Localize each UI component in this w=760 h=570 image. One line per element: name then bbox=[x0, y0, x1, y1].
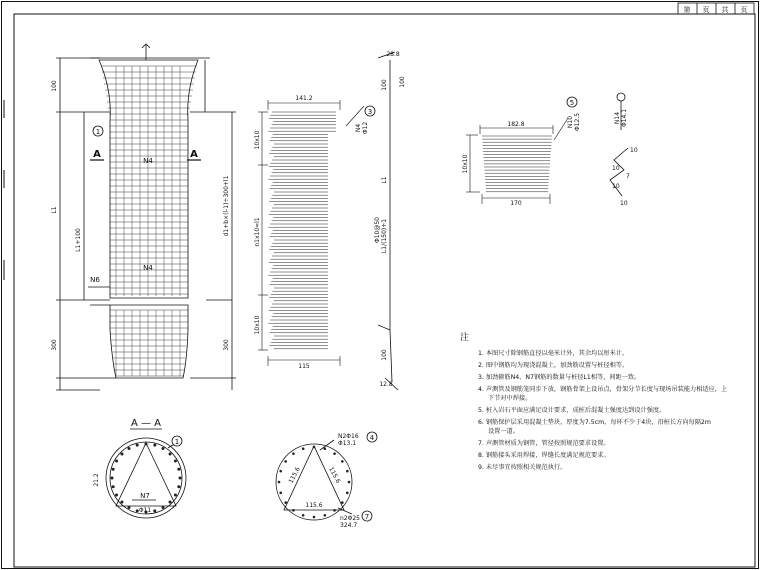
elev-section-mark-left: A bbox=[93, 149, 101, 160]
note-line: 3. 加劲箍筋N4、N7钢筋的数量与桩径L1相等，间距一致。 bbox=[478, 374, 641, 381]
note-line: 1. 本图尺寸除钢筋直径以毫米计外，其余均以厘米计。 bbox=[478, 350, 629, 357]
hoop-bar-dot bbox=[278, 481, 281, 484]
hoop-bar-dot bbox=[302, 447, 305, 450]
dim-left-l1plus: L1+100 bbox=[75, 228, 82, 252]
longitudinal-bar-dot bbox=[153, 509, 156, 512]
hook-dim-4: 10 bbox=[612, 183, 620, 190]
cap-bottom-dim: 170 bbox=[510, 200, 522, 207]
hoop-bar-dot bbox=[341, 501, 344, 504]
tb-cell-3: 共 bbox=[721, 6, 729, 14]
rebar-n4-upper: N4 bbox=[143, 157, 153, 165]
hoop-bar-dot bbox=[346, 470, 349, 473]
dim-right-formula: d1+b×(l-1)÷300+l1 bbox=[223, 175, 230, 237]
longitudinal-bar-dot bbox=[162, 506, 165, 509]
notes-heading: 注 bbox=[460, 333, 470, 343]
outer-border bbox=[2, 2, 759, 569]
longitudinal-bar-dot bbox=[128, 447, 131, 450]
longitudinal-bar-dot bbox=[177, 468, 180, 471]
cap-left-dim: 10x10 bbox=[462, 154, 469, 174]
section-left-dim: 21.2 bbox=[93, 473, 100, 487]
note-line: 9. 未尽事宜按照相关规范执行。 bbox=[478, 464, 567, 471]
inner-border bbox=[14, 14, 755, 567]
longitudinal-bar-dot bbox=[169, 452, 172, 455]
longitudinal-bar-dot bbox=[177, 485, 180, 488]
triangle-side-left: 115.6 bbox=[287, 466, 302, 485]
rebar-n4-lower: N4 bbox=[143, 264, 153, 272]
hook-dim-1: 10 bbox=[630, 147, 638, 154]
section-label-n7: N7 bbox=[140, 492, 150, 500]
svg-text:4: 4 bbox=[369, 434, 375, 442]
longitudinal-bar-dot bbox=[120, 452, 123, 455]
svg-text:1: 1 bbox=[95, 128, 101, 136]
triangle-top-tag: N2Φ16 Φ13.1 bbox=[338, 433, 359, 447]
spiral-label-4: L1 bbox=[381, 176, 388, 184]
hoop-bar-dot bbox=[302, 514, 305, 517]
note-line: 下节对中焊接。 bbox=[488, 395, 532, 402]
cap-top-dim: 182.8 bbox=[507, 121, 525, 128]
longitudinal-bar-dot bbox=[153, 444, 156, 447]
triangle-side-right: 115.6 bbox=[327, 466, 342, 485]
dim-right-bottom: 300 bbox=[223, 339, 230, 351]
tb-cell-2: 页 bbox=[702, 6, 710, 14]
longitudinal-bar-dot bbox=[115, 494, 118, 497]
hoop-bar-dot bbox=[324, 447, 327, 450]
hoop-bar-dot bbox=[333, 509, 336, 512]
section-label-bottom: Φ11 bbox=[138, 507, 152, 514]
hook-tag: N14Φ14.1 bbox=[614, 108, 628, 128]
svg-text:3: 3 bbox=[367, 108, 373, 116]
stirrup-bottom-dim: 115 bbox=[298, 363, 310, 370]
hook-dim-3: 7 bbox=[626, 173, 630, 180]
hoop-bar-dot bbox=[313, 516, 316, 519]
note-line: 设置一道。 bbox=[488, 428, 519, 435]
hook-detail bbox=[610, 93, 628, 196]
spiral-label-6: L1/(150)+1 bbox=[381, 218, 388, 254]
longitudinal-bar-dot bbox=[128, 506, 131, 509]
svg-text:7: 7 bbox=[364, 513, 370, 521]
hook-dim-2: 10 bbox=[612, 165, 620, 172]
spiral-label-7: 100 bbox=[381, 349, 388, 361]
elevation-mesh bbox=[101, 66, 197, 376]
longitudinal-bar-dot bbox=[174, 460, 177, 463]
stirrup-dim-mid: n1x10=l1 bbox=[254, 217, 261, 247]
note-line: 2. 图中钢筋均为现浇混凝土，加劲筋设置与桩径相等。 bbox=[478, 362, 629, 369]
spiral-label-2: 100 bbox=[381, 79, 388, 91]
spiral-label-8: 12.8 bbox=[379, 381, 393, 388]
note-line: 7. 声测管材质为钢管，管径按照规范要求设置。 bbox=[478, 440, 610, 447]
longitudinal-bar-dot bbox=[169, 501, 172, 504]
svg-text:1: 1 bbox=[174, 438, 180, 446]
stirrup-tag: N4Φ12 bbox=[355, 121, 369, 135]
hoop-bar-dot bbox=[292, 509, 295, 512]
stirrup-detail bbox=[258, 100, 364, 366]
cap-bars bbox=[482, 136, 552, 192]
hoop-bar-dot bbox=[292, 452, 295, 455]
longitudinal-bar-dot bbox=[136, 444, 139, 447]
longitudinal-bar-dot bbox=[145, 443, 148, 446]
svg-text:5: 5 bbox=[569, 99, 575, 107]
hoop-bar-dot bbox=[348, 481, 351, 484]
longitudinal-bar-dot bbox=[112, 485, 115, 488]
triangle-bottom-tag: n2Φ25 324.7 bbox=[340, 515, 360, 529]
hoop-bar-dot bbox=[284, 460, 287, 463]
section-aa-title: A — A bbox=[130, 418, 162, 429]
stirrup-bars bbox=[268, 112, 336, 349]
hoop-bar-dot bbox=[324, 514, 327, 517]
dim-left-l1: L1 bbox=[51, 206, 58, 214]
tb-cell-1: 第 bbox=[683, 6, 691, 14]
hoop-bar-dot bbox=[341, 460, 344, 463]
longitudinal-bar-dot bbox=[120, 501, 123, 504]
notes-list bbox=[478, 349, 727, 471]
longitudinal-bar-dot bbox=[179, 477, 182, 480]
title-block bbox=[678, 3, 754, 14]
note-line: 5. 桩入岩石平面应满足设计要求，成桩后混凝土强度达到设计强度。 bbox=[478, 407, 666, 414]
spiral-label-1: 28.8 bbox=[386, 51, 400, 58]
tb-cell-4: 页 bbox=[740, 6, 748, 14]
note-line: 4. 声测管及钢筋笼同步下放，钢筋骨架上设吊点，骨架分节长度与现场吊装能力相适应，上 bbox=[478, 386, 728, 393]
spiral-label-5: Φ10@50 bbox=[374, 217, 381, 243]
longitudinal-bar-dot bbox=[174, 494, 177, 497]
longitudinal-bar-dot bbox=[112, 468, 115, 471]
rebar-n6: N6 bbox=[90, 276, 100, 284]
hook-dim-5: 10 bbox=[620, 200, 628, 207]
spiral-label-3: 100 bbox=[399, 76, 406, 88]
hoop-bar-dot bbox=[333, 452, 336, 455]
hoop-bar-dot bbox=[279, 492, 282, 495]
section-longitudinal-bars bbox=[111, 443, 182, 514]
stirrup-dim-top: 10x10 bbox=[254, 130, 261, 150]
note-line: 6. 钢筋保护层采用混凝土垫块，厚度为7.5cm，每环不少于4块，沿桩长方向每隔2m bbox=[478, 419, 711, 426]
elev-section-mark-right: A bbox=[190, 149, 198, 160]
triangle-bottom-label: 115.6 bbox=[305, 502, 323, 509]
dim-left-top: 100 bbox=[51, 80, 58, 92]
stirrup-top-dim: 141.2 bbox=[295, 95, 313, 102]
longitudinal-bar-dot bbox=[162, 447, 165, 450]
cap-tag: N10Φ12.5 bbox=[567, 112, 581, 132]
dim-left-bottom: 300 bbox=[51, 339, 58, 351]
hoop-bar-dot bbox=[284, 501, 287, 504]
stirrup-dim-bot: 10x10 bbox=[254, 315, 261, 335]
hoop-bar-dot bbox=[279, 470, 282, 473]
longitudinal-bar-dot bbox=[111, 477, 114, 480]
note-line: 8. 钢筋接头采用焊接，焊缝长度满足规范要求。 bbox=[478, 452, 610, 459]
section-aa bbox=[106, 438, 186, 518]
longitudinal-bar-dot bbox=[115, 460, 118, 463]
hoop-bar-dot bbox=[313, 446, 316, 449]
hoop-bar-dot bbox=[346, 492, 349, 495]
